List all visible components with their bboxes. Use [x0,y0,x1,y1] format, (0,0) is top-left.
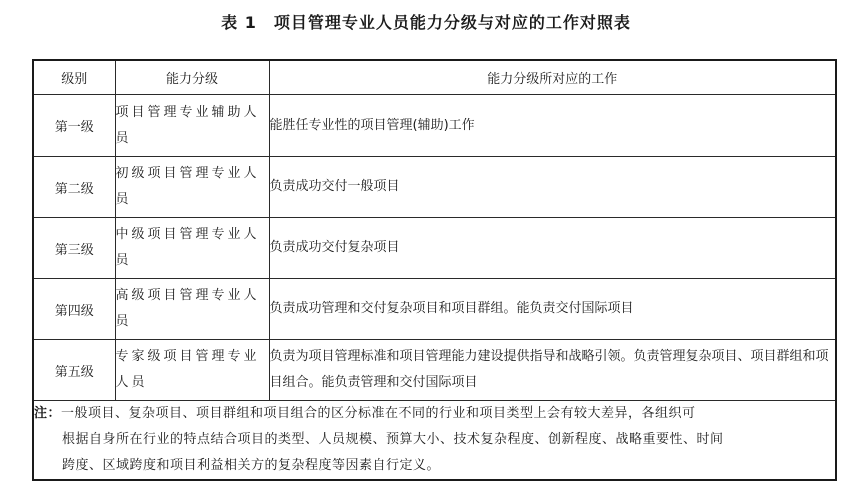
level-cell: 第二级 [33,157,115,218]
table-note [33,401,836,481]
table-row [33,279,836,340]
note-row [33,401,836,481]
header-level: 级别 [33,60,115,95]
work-cell: 能胜任专业性的项目管理(辅助)工作 [269,95,836,157]
work-cell: 负责成功交付一般项目 [269,157,836,218]
work-cell: 负责为项目管理标准和项目管理能力建设提供指导和战略引领。负责管理复杂项目、项目群组和项目组合。能负责管理和交付国际项目 [269,340,836,401]
ability-cell: 初级项目管理专业人员 [115,157,269,218]
table-row [33,157,836,218]
note-line-3: 跨度、区域跨度和项目利益相关方的复杂程度等因素自行定义。 [62,458,441,473]
table-row [33,95,836,157]
header-work: 能力分级所对应的工作 [269,60,836,95]
table-row [33,340,836,401]
header-row [33,60,836,95]
ability-cell: 项目管理专业辅助人员 [115,95,269,157]
header-ability: 能力分级 [115,60,269,95]
level-cell: 第五级 [33,340,115,401]
table-title: 表 1 项目管理专业人员能力分级与对应的工作对照表 [221,13,631,32]
note-line-2: 根据自身所在行业的特点结合项目的类型、人员规模、预算大小、技术复杂程度、创新程度、战略重要性、时间 [62,432,724,447]
level-cell: 第一级 [33,95,115,157]
level-cell: 第三级 [33,218,115,279]
ability-cell: 专家级项目管理专业人员 [115,340,269,401]
work-cell: 负责成功交付复杂项目 [269,218,836,279]
ability-cell: 高级项目管理专业人员 [115,279,269,340]
note-line-1: 一般项目、复杂项目、项目群组和项目组合的区分标准在不同的行业和项目类型上会有较大差异，各组织可 [61,406,696,421]
work-cell: 负责成功管理和交付复杂项目和项目群组。能负责交付国际项目 [269,279,836,340]
competency-table [32,59,837,481]
level-cell: 第四级 [33,279,115,340]
note-label: 注： [34,406,62,421]
table-row [33,218,836,279]
ability-cell: 中级项目管理专业人员 [115,218,269,279]
